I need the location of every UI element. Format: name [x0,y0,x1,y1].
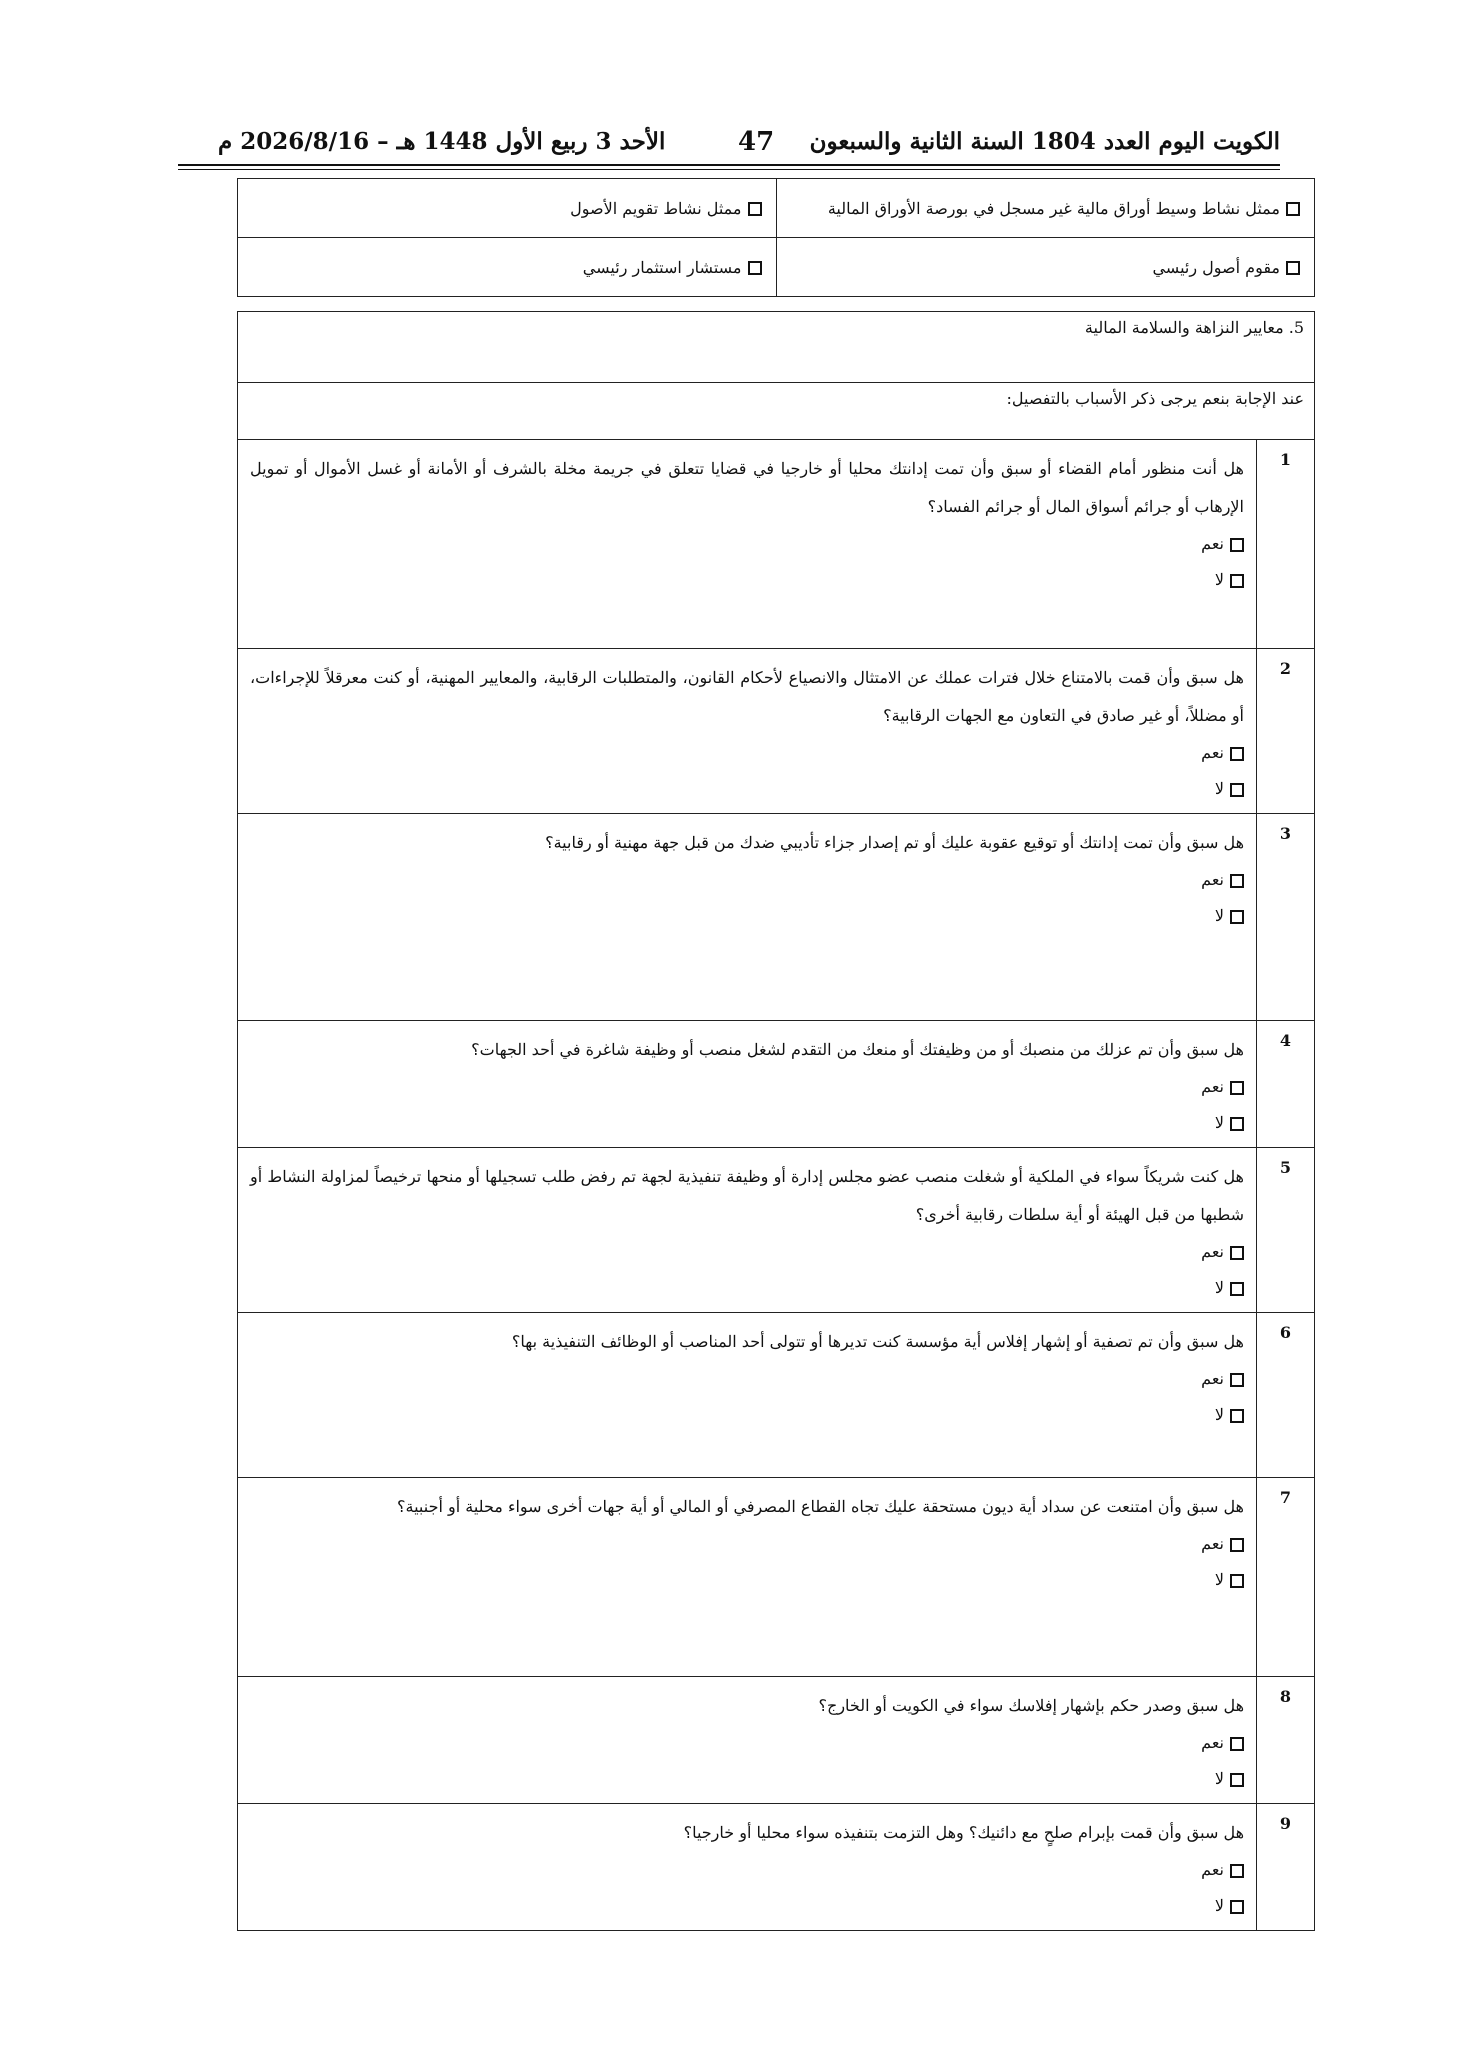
checkbox-icon[interactable] [1230,1864,1244,1878]
no-option[interactable]: لا [250,898,1244,934]
role-option[interactable]: ممثل نشاط وسيط أوراق مالية غير مسجل في بورصة الأوراق المالية [776,179,1315,238]
section-instruction: عند الإجابة بنعم يرجى ذكر الأسباب بالتفصيل: [238,383,1315,440]
role-option[interactable]: مستشار استثمار رئيسي [238,238,777,297]
question-number: 9 [1257,1804,1315,1931]
no-option[interactable]: لا [250,1761,1244,1797]
checkbox-icon[interactable] [1230,1117,1244,1131]
question-row [238,1804,1315,1931]
no-option[interactable]: لا [250,1888,1244,1924]
checkbox-icon[interactable] [1286,202,1300,216]
question-text: هل سبق وصدر حكم بإشهار إفلاسك سواء في الكويت أو الخارج؟ [818,1696,1244,1715]
yes-option[interactable]: نعم [250,1234,1244,1270]
checkbox-icon[interactable] [1286,261,1300,275]
question-row [238,1478,1315,1677]
question-row [238,1021,1315,1148]
question-text: هل أنت منظور أمام القضاء أو سبق وأن تمت إدانتك محليا أو خارجيا في قضايا تتعلق في جريمة مخلة بالشرف أو الأمانة أو غسل الأموال أو تمويل الإرهاب أو جرائم أسواق المال أو جرائم الفساد؟ [250,459,1244,516]
issue-date: الأحد 3 ربيع الأول 1448 هـ – 2026/8/16 م [218,128,666,155]
checkbox-icon[interactable] [1230,1409,1244,1423]
question-cell [238,814,1257,1021]
question-cell [238,1021,1257,1148]
question-number: 2 [1257,649,1315,814]
question-text: هل سبق وأن قمت بإبرام صلحٍ مع دائنيك؟ وهل التزمت بتنفيذه سواء محليا أو خارجيا؟ [683,1823,1244,1842]
question-number: 8 [1257,1677,1315,1804]
checkbox-icon[interactable] [1230,1282,1244,1296]
integrity-questions-table [237,311,1315,1931]
roles-row [238,179,1315,238]
no-option[interactable]: لا [250,1562,1244,1598]
yes-option[interactable]: نعم [250,1725,1244,1761]
question-text: هل سبق وأن امتنعت عن سداد أية ديون مستحقة عليك تجاه القطاع المصرفي أو المالي أو أية جهات أخرى سواء محلية أو أجنبية؟ [397,1497,1244,1516]
yes-option[interactable]: نعم [250,1852,1244,1888]
checkbox-icon[interactable] [1230,1574,1244,1588]
section-title: 5. معايير النزاهة والسلامة المالية [238,312,1315,383]
question-row [238,814,1315,1021]
no-option[interactable]: لا [250,1270,1244,1306]
checkbox-icon[interactable] [1230,1373,1244,1387]
question-cell [238,649,1257,814]
role-option[interactable]: مقوم أصول رئيسي [776,238,1315,297]
question-cell [238,1677,1257,1804]
checkbox-icon[interactable] [1230,1737,1244,1751]
question-row [238,440,1315,649]
yes-option[interactable]: نعم [250,1361,1244,1397]
checkbox-icon[interactable] [1230,1246,1244,1260]
checkbox-icon[interactable] [1230,747,1244,761]
no-option[interactable]: لا [250,562,1244,598]
checkbox-icon[interactable] [1230,1773,1244,1787]
question-number: 3 [1257,814,1315,1021]
page-number: 47 [738,127,775,157]
question-row [238,1313,1315,1478]
question-number: 4 [1257,1021,1315,1148]
checkbox-icon[interactable] [1230,574,1244,588]
checkbox-icon[interactable] [1230,910,1244,924]
no-option[interactable]: لا [250,1397,1244,1433]
header-rule [178,164,1280,166]
question-text: هل سبق وأن قمت بالامتناع خلال فترات عملك عن الامتثال والانصياع لأحكام القانون، والمتطلبات الرقابية، والمعايير المهنية، أو كنت معرقلاً للإجراءات، أو مضللاً، أو غير صادق في التعاون مع الجهات الرقابية؟ [250,668,1244,725]
question-row [238,1677,1315,1804]
checkbox-icon[interactable] [748,202,762,216]
question-text: هل كنت شريكاً سواء في الملكية أو شغلت منصب عضو مجلس إدارة أو وظيفة تنفيذية لجهة تم رفض طلب تسجيلها أو منحها ترخيصاً لمزاولة النشاط أو شطبها من قبل الهيئة أو أية سلطات رقابية أخرى؟ [250,1167,1244,1224]
gazette-issue: الكويت اليوم العدد 1804 السنة الثانية والسبعون [809,128,1280,155]
no-option[interactable]: لا [250,771,1244,807]
checkbox-icon[interactable] [1230,783,1244,797]
yes-option[interactable]: نعم [250,735,1244,771]
checkbox-icon[interactable] [1230,1081,1244,1095]
yes-option[interactable]: نعم [250,862,1244,898]
header-rule-thin [178,169,1280,170]
question-cell [238,1478,1257,1677]
question-text: هل سبق وأن تم عزلك من منصبك أو من وظيفتك أو منعك من التقدم لشغل منصب أو وظيفة شاغرة في أحد الجهات؟ [471,1040,1244,1059]
yes-option[interactable]: نعم [250,1526,1244,1562]
checkbox-icon[interactable] [1230,538,1244,552]
question-row [238,649,1315,814]
page-header [178,122,1280,162]
question-cell [238,1148,1257,1313]
checkbox-icon[interactable] [1230,874,1244,888]
question-text: هل سبق وأن تمت إدانتك أو توقيع عقوبة عليك أو تم إصدار جزاء تأديبي ضدك من قبل جهة مهنية أو رقابية؟ [545,833,1244,852]
question-number: 5 [1257,1148,1315,1313]
question-number: 6 [1257,1313,1315,1478]
question-row [238,1148,1315,1313]
question-text: هل سبق وأن تم تصفية أو إشهار إفلاس أية مؤسسة كنت تديرها أو تتولى أحد المناصب أو الوظائف التنفيذية بها؟ [511,1332,1244,1351]
question-cell [238,440,1257,649]
question-number: 1 [1257,440,1315,649]
no-option[interactable]: لا [250,1105,1244,1141]
question-cell [238,1313,1257,1478]
question-number: 7 [1257,1478,1315,1677]
roles-row [238,238,1315,297]
checkbox-icon[interactable] [1230,1538,1244,1552]
checkbox-icon[interactable] [1230,1900,1244,1914]
yes-option[interactable]: نعم [250,526,1244,562]
checkbox-icon[interactable] [748,261,762,275]
yes-option[interactable]: نعم [250,1069,1244,1105]
roles-table [237,178,1315,297]
question-cell [238,1804,1257,1931]
role-option[interactable]: ممثل نشاط تقويم الأصول [238,179,777,238]
